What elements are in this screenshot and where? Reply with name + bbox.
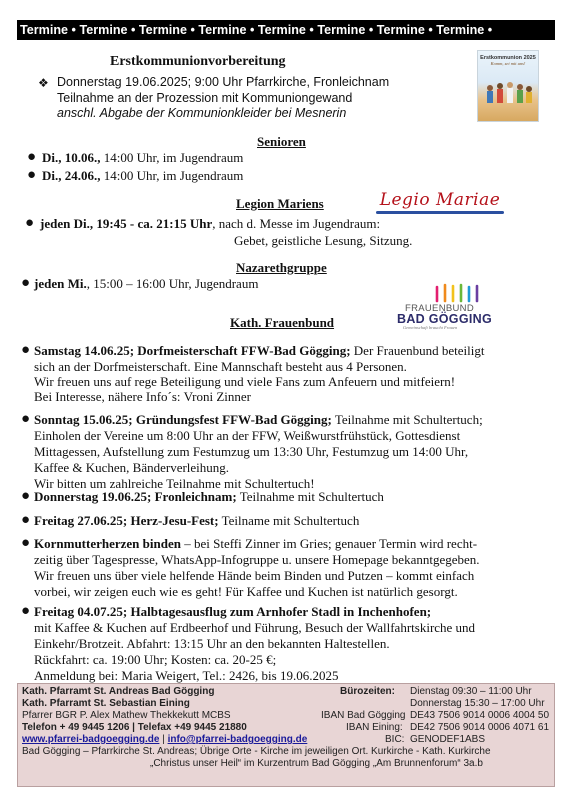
diamond-bullet-icon: ❖ — [38, 76, 49, 90]
email-link[interactable]: info@pfarrei-badgoegging.de — [167, 734, 308, 745]
erstkommunion-book-image — [477, 50, 539, 122]
iban2-value: DE42 7506 9014 0006 4071 61 — [410, 722, 550, 733]
footer-contact-box — [17, 683, 555, 787]
footer-orte: Bad Gögging – Pfarrkirche St. Andreas; Übrige Orte - Kirche im jeweiligen Ort. Kurkirche - Kath. Kurkirche — [22, 746, 491, 757]
legio-mariae-logo: Legio Mariae — [370, 190, 510, 216]
senioren-bullet-2: ● — [27, 167, 37, 183]
erstkommunion-title: Erstkommunionvorbereitung — [110, 54, 286, 69]
termine-banner: Termine • Termine • Termine • Termine • Termine • Termine • Termine • Termine • — [17, 20, 555, 40]
legion-line2: Gebet, geistliche Lesung, Sitzung. — [234, 233, 413, 248]
legion-bullet: ● — [25, 215, 35, 231]
buero-line1: Dienstag 09:30 – 11:00 Uhr — [410, 686, 532, 697]
event4-line: Freitag 27.06.25; Herz-Jesu-Fest; Teilname mit Schultertuch — [34, 513, 360, 528]
event1-line3: Bei Interesse, nähere Info´s: Vroni Zinner — [34, 389, 252, 404]
frauenbund-title: Kath. Frauenbund — [230, 315, 335, 330]
legion-title: Legion Mariens — [236, 196, 324, 211]
buero-label: Bürozeiten: — [340, 686, 395, 697]
event6-line4: Anmeldung bei: Maria Weigert, Tel.: 2426, bis 19.06.2025 — [34, 668, 339, 683]
iban1-label: IBAN Bad Gögging — [321, 710, 406, 721]
footer-org2: Kath. Pfarramt St. Sebastian Eining — [22, 698, 190, 709]
footer-org1: Kath. Pfarramt St. Andreas Bad Gögging — [22, 686, 215, 697]
erstkommunion-line1: Donnerstag 19.06.2025; 9:00 Uhr Pfarrkirche, Fronleichnam — [57, 75, 390, 89]
book-subtitle: Komm, sei mit uns! — [490, 61, 526, 66]
bic-value: GENODEF1ABS — [410, 734, 486, 745]
event1-head: Samstag 14.06.25; Dorfmeisterschaft FFW-Bad Gögging; Der Frauenbund beteiligt — [34, 343, 485, 358]
footer-telefon: Telefon + 49 9445 1206 | Telefax +49 9445 21880 — [22, 722, 247, 733]
event2-bullet: ● — [21, 411, 31, 427]
event4-bullet: ● — [21, 512, 31, 528]
bic-label: BIC: — [385, 734, 405, 745]
event2-line2: Mittagessen, Aufstellung zum Festumzug um 13:30 Uhr, Festumzug um 14:00 Uhr, — [34, 444, 469, 459]
event5-line1: zeitig über Tagespresse, WhatsApp-Infogruppe u. unsere Homepage bekanntgegeben. — [34, 552, 480, 567]
event3-line: Donnerstag 19.06.25; Fronleichnam; Teilnahme mit Schultertuch — [34, 489, 384, 504]
event3-bullet: ● — [21, 488, 31, 504]
event1-line1: sich an der Dorfmeisterschaft. Eine Mannschaft besteht aus 4 Personen. — [34, 359, 407, 374]
iban1-value: DE43 7506 9014 0006 4004 50 — [410, 710, 550, 721]
event2-line4: Wir bitten um zahlreiche Teilnahme mit Schultertuch! — [34, 476, 315, 491]
event1-line2: Wir freuen uns auf rege Beteiligung und viele Fans zum Anfeuern und mitfeiern! — [34, 374, 456, 389]
buero-line2: Donnerstag 15:30 – 17:00 Uhr — [410, 698, 545, 709]
event2-line1: Einholen der Vereine um 8:00 Uhr an der FFW, Weißwurstfrühstück, Gottesdienst — [34, 428, 461, 443]
event5-line3: vorbei, wir zeigen euch wie es geht! Für Kaffee und Kuchen ist natürlich gesorgt. — [34, 584, 458, 599]
erstkommunion-line3: anschl. Abgabe der Kommunionkleider bei Mesnerin — [57, 106, 347, 120]
event6-line1: mit Kaffee & Kuchen auf Erdbeerhof und Führung, Besuch der Wallfahrtskirche und — [34, 620, 476, 635]
iban2-label: IBAN Eining: — [346, 722, 403, 733]
nazareth-line: jeden Mi., 15:00 – 16:00 Uhr, Jugendraum — [34, 276, 259, 291]
senioren-item-2: Di., 24.06., 14:00 Uhr, im Jugendraum — [42, 168, 244, 183]
event5-line2: Wir freuen uns über viele helfende Hände beim Binden und Putzen – kommt einfach — [34, 568, 475, 583]
footer-kurzentrum: „Christus unser Heil“ im Kurzentrum Bad Gögging „Am Brunnenforum“ 3a.b — [150, 758, 483, 769]
senioren-title: Senioren — [257, 134, 306, 149]
footer-links: www.pfarrei-badgoegging.de | info@pfarrei-badgoegging.de — [22, 734, 308, 745]
book-title: Erstkommunion 2025 — [480, 55, 536, 61]
event6-head: Freitag 04.07.25; Halbtagesausflug zum Arnhofer Stadl in Inchenhofen; — [34, 604, 432, 619]
frauenbund-logo: FRAUENBUND BAD GÖGGING Gemeinschaft braucht Frauen — [393, 283, 523, 329]
website-link[interactable]: www.pfarrei-badgoegging.de — [22, 734, 160, 745]
senioren-bullet-1: ● — [27, 149, 37, 165]
event1-bullet: ● — [21, 342, 31, 358]
frauenbund-figures-icon — [431, 283, 491, 303]
people-illustration-icon — [478, 66, 539, 116]
legion-line1: jeden Di., 19:45 - ca. 21:15 Uhr, nach d. Messe im Jugendraum: — [40, 216, 381, 231]
event2-line3: Kaffee & Kuchen, Bänderverleihung. — [34, 460, 230, 475]
event2-head: Sonntag 15.06.25; Gründungsfest FFW-Bad Gögging; Teilnahme mit Schultertuch; — [34, 412, 483, 427]
footer-pfarrer: Pfarrer BGR P. Alex Mathew Thekkekutt MCBS — [22, 710, 231, 721]
event6-line3: Rückfahrt: ca. 19:00 Uhr; Kosten: ca. 20-25 €; — [34, 652, 277, 667]
nazareth-title: Nazarethgruppe — [236, 260, 327, 275]
senioren-item-1: Di., 10.06., 14:00 Uhr, im Jugendraum — [42, 150, 244, 165]
event6-bullet: ● — [21, 603, 31, 619]
event6-line2: Einkehr/Brotzeit. Abfahrt: 13:15 Uhr an den bekannten Haltestellen. — [34, 636, 390, 651]
nazareth-bullet: ● — [21, 275, 31, 291]
event5-bullet: ● — [21, 535, 31, 551]
event5-head: Kornmutterherzen binden – bei Steffi Zinner im Gries; genauer Termin wird recht- — [34, 536, 478, 551]
erstkommunion-line2: Teilnahme an der Prozession mit Kommuniongewand — [57, 91, 353, 105]
